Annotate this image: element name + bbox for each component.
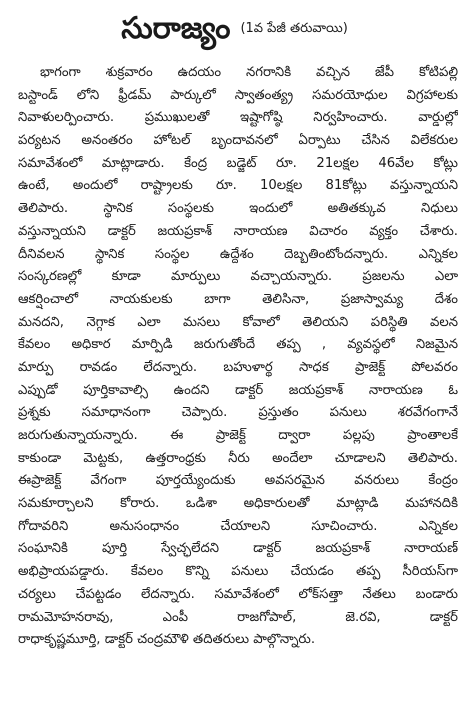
article-line: కాకుండా మెట్టకు, ఉత్తరాంధ్రకు నీరు అందేలా చూడాలని తెలిపారు. [18, 450, 458, 466]
article-title: సురాజ్యం [121, 11, 231, 46]
article-line: కేవలం అధికార మార్పిడి జరుగుతోందే తప్ప , వ్యవస్థలో నిజమైన [18, 337, 458, 353]
article-line: చర్యలు చేపట్టడం లేదన్నారు. సమావేశంలో లోక్‌సత్తా నేతలు బండారు [18, 586, 458, 602]
article-line: ఎప్పుడో పూర్తికావాల్సి ఉందని డాక్టర్ జయప్రకాశ్ నారాయణ ఓ [18, 382, 458, 398]
article-line: వస్తున్నాయని డాక్టర్ జయప్రకాశ్ నారాయణ విచారం వ్యక్తం చేశారు. [18, 223, 458, 239]
continued-from-page-label: (1వ పేజీ తరువాయి) [240, 21, 348, 36]
article-line: ఉంటే, అందులో రాష్ట్రాలకు రూ. 10లక్షల 81కోట్లు వస్తున్నాయని [18, 178, 458, 194]
article-line: సమావేశంలో మాట్లాడారు. కేంద్ర బడ్జెట్ రూ. 21లక్షల 46వేల కోట్లు [18, 155, 458, 171]
article-line: సమకూర్చాలని కోరారు. ఒడిశా అధికారులతో మాట్లాడి మహానదికి [18, 496, 458, 512]
article-line: సంస్కరణల్లో కూడా మార్పులు వచ్చాయన్నారు. ప్రజలను ఎలా [18, 269, 458, 285]
article-line: ఈప్రాజెక్ట్ వేగంగా పూర్తయ్యేందుకు అవసరమైన వనరులు కేంద్రం [18, 473, 458, 489]
article-line: మనదని, నెగ్గాక ఎలా మసలు కోవాలో తెలియని పరిస్థితి వలన [18, 314, 458, 330]
article-line: పర్యటన అనంతరం హోటల్ బృందావనలో ఏర్పాటు చేసిన విలేకరుల [18, 133, 458, 149]
article-header [0, 4, 469, 54]
article-line: అభిప్రాయపడ్డారు. కేవలం కొన్ని పనులు చేయడం తప్ప సీరియస్‌గా [18, 564, 458, 580]
article-line: దీనివలన స్థానిక సంస్థల ఉద్దేశం దెబ్బతింటోందన్నారు. ఎన్నికల [18, 246, 458, 262]
article-line: రాధాకృష్ణమూర్తి, డాక్టర్ చంద్రమౌళి తదితరులు పాల్గొన్నారు. [18, 632, 316, 648]
article-line: భాగంగా శుక్రవారం ఉదయం నగరానికి వచ్చిన జేపీ కోటిపల్లి [40, 65, 458, 80]
article-line: ప్రశ్నకు సమాధానంగా చెప్పారు. ప్రస్తుతం పనులు శరవేగంగానే [18, 405, 458, 421]
article-body [18, 62, 458, 722]
article-line: రామమోహనరావు, ఎంపీ రాజగోపాల్, జె.రవి, డాక్టర్ [18, 609, 458, 625]
article-line: మార్పు రావడం లేదన్నారు. బహుళార్థ సాధక ప్రాజెక్ట్ పోలవరం [18, 359, 458, 375]
article-line: తెలిపారు. స్థానిక సంస్థలకు ఇందులో అతితక్కువ నిధులు [18, 201, 458, 217]
article-line: సంఘానికి పూర్తి స్వేచ్ఛలేదని డాక్టర్ జయప్రకాశ్ నారాయణ్ [18, 541, 458, 557]
article-line: నివాళులర్పించారు. ప్రముఖులతో ఇష్టాగోష్ఠి నిర్వహించారు. వార్డుల్లో [18, 110, 458, 126]
article-line: ఆకర్షించాలో నాయకులకు బాగా తెలిసినా, ప్రజాస్వామ్య దేశం [18, 291, 458, 307]
article-line: బస్టాండ్ లోని ఫ్రీడమ్ పార్కులో స్వాతంత్య్ర సమరయోధుల విగ్రహాలకు [18, 87, 458, 103]
article-line: గోదావరిని అనుసంధానం చేయాలని సూచించారు. ఎన్నికల [18, 518, 458, 534]
article-line: జరుగుతున్నాయన్నారు. ఈ ప్రాజెక్ట్ ద్వారా పల్లపు ప్రాంతాలకే [18, 428, 458, 443]
